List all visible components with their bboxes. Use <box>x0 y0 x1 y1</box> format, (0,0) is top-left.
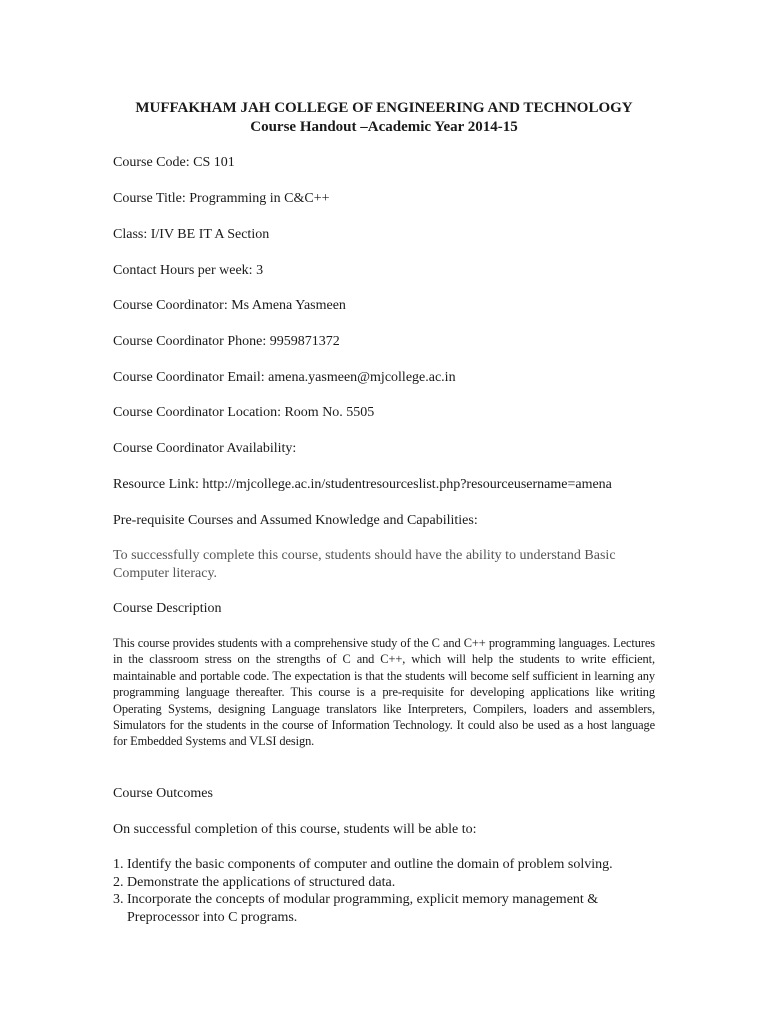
resource-link: Resource Link: http://mjcollege.ac.in/studentresourceslist.php?resourceusername=amena <box>113 477 612 492</box>
list-item-text: Demonstrate the applications of structured data. <box>127 874 396 890</box>
outcomes-list <box>113 856 655 926</box>
list-item <box>113 891 655 926</box>
institution-name: MUFFAKHAM JAH COLLEGE OF ENGINEERING AND TECHNOLOGY <box>135 100 633 116</box>
coordinator-location: Course Coordinator Location: Room No. 5505 <box>113 405 375 420</box>
outcomes-heading: Course Outcomes <box>113 786 213 801</box>
coordinator-email: Course Coordinator Email: amena.yasmeen@mjcollege.ac.in <box>113 370 456 385</box>
coordinator-availability: Course Coordinator Availability: <box>113 441 297 456</box>
course-title: Course Title: Programming in C&C++ <box>113 191 330 206</box>
outcomes-intro: On successful completion of this course, students will be able to: <box>113 822 477 837</box>
list-item-number: 3. <box>113 892 124 907</box>
list-item-text: Identify the basic components of computer and outline the domain of problem solving. <box>127 857 613 872</box>
list-item-number: 2. <box>113 874 124 890</box>
contact-hours: Contact Hours per week: 3 <box>113 263 264 278</box>
handout-subtitle: Course Handout –Academic Year 2014-15 <box>250 119 518 135</box>
coordinator-phone: Course Coordinator Phone: 9959871372 <box>113 334 340 349</box>
list-item <box>113 874 655 892</box>
list-item-number: 1. <box>113 857 124 872</box>
course-class: Class: I/IV BE IT A Section <box>113 227 270 242</box>
description-text: This course provides students with a comprehensive study of the C and C++ programming languages. Lectures in the classroom stress on the strengths of C and C++, which will help the students to write efficient, maintainable and portable code. The expectation is that the students will become self sufficient in learning any programming language thereafter. This course is a pre-requisite for developing applications like writing Operating Systems, designing Language translators like Interpreters, Compilers, loaders and assemblers, Simulators for the students in the course of Information Technology. It could also be used as a host language for Embedded Systems and VLSI design. <box>113 636 655 749</box>
course-code: Course Code: CS 101 <box>113 155 235 170</box>
description-heading: Course Description <box>113 601 222 616</box>
document-header <box>0 99 768 137</box>
list-item <box>113 856 655 874</box>
prerequisites-heading: Pre-requisite Courses and Assumed Knowledge and Capabilities: <box>113 513 478 528</box>
course-coordinator: Course Coordinator: Ms Amena Yasmeen <box>113 298 346 313</box>
list-item-text: Incorporate the concepts of modular programming, explicit memory management & Preprocessor into C programs. <box>127 892 599 925</box>
prerequisites-text: To successfully complete this course, students should have the ability to understand Basic Computer literacy. <box>113 548 616 581</box>
